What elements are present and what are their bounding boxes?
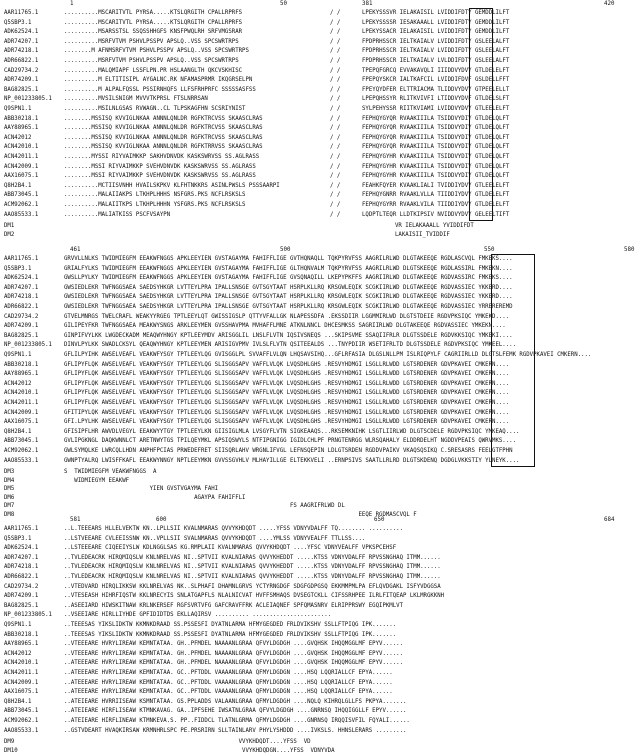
- sequence-segment: GRIALFYLKS TWIDMIEGFM EEAKWFNGGS APKLEEYIEN GVSTAGAYMA FAHIFFLIGE GLTHQNVALM TQKPYRVFSS AAGRILRLWD DLGTSKEEQE RGDLASSIRL FMKEKN....: [64, 265, 513, 272]
- sequence-label: ADR74218.1: [4, 48, 39, 55]
- sequence-label: BAG82825.1: [4, 86, 39, 93]
- sequence-segment: GFISIPFLHR AWVDLVEGYL EEAKWYYTGY TPTLEEYLKN GIISIGLMLA LVSGYFLVTN SIGKEAAQS...RKSEMKNIHK LSGTLIIRLWD DLGTSCDELE RGDVPKSIQC YMKEAQ....: [64, 428, 520, 435]
- sequence-label: ACN42011.1: [4, 670, 39, 676]
- sequence-segment: ..L.TEEEARS HLLELVEKTW KN..LPLLSII KVALNMARAS QVVYKHDQDT .....YFSS VDNYVDALFF TQ........ ..........: [64, 526, 403, 532]
- ruler-number: 600: [156, 517, 167, 523]
- sequence-segment: ........MSSISQ KVVIGLNKAA ANNNLQNLDR RGFKTRCVSS SKAASCLRAS: [64, 134, 263, 141]
- sequence-segment: ..........MSCARITVTL PYRSA.....KTSLQRGITH CPALLRPRFS: [64, 10, 243, 16]
- sequence-segment: FEPHQYGYHR KVAAKIIILA TSIDDVYDIY GTLDELQLFT: [362, 154, 510, 160]
- sequence-segment: LQDPTLTEQR LLDTKIPSIV NVIDDVYDVY GELEELTIFT: [362, 211, 510, 218]
- sequence-label: Q5SBP3.1: [4, 19, 32, 26]
- sequence-label: ADK62524.1: [4, 29, 39, 36]
- gap-separator: / /: [330, 67, 341, 74]
- sequence-label: AAO85533.1: [4, 727, 39, 734]
- gap-separator: / /: [330, 96, 341, 103]
- gap-separator: / /: [330, 192, 341, 199]
- ruler-number: 580: [624, 247, 635, 253]
- sequence-label: ACM92062.1: [4, 202, 39, 208]
- ruler-number: 581: [70, 517, 81, 523]
- sequence-label: ACN42010.1: [4, 144, 39, 151]
- motif-label: DM2: [4, 231, 15, 238]
- sequence-segment: GWNPTYALRQ LWISFFKAFL EEAKWYNNGY NPTLEEYMKN GVVSSGVHLV MLHAYILLGE ELTEKKVELI ..ERNPSIVS SAATLLRLRD DLGTSKDENQ DGDGLVKKSTIY YLNEYK....: [64, 457, 520, 464]
- sequence-segment: ........M AFNMSRFVTVM PSHVLPSSPV APSLQ..VSS SPCSWRTRPS: [64, 48, 249, 55]
- sequence-segment: LPEKYSSSVR IELAKAISIL LVIDDIFDTY GEMDDLILFT: [362, 10, 510, 16]
- sequence-segment: ..........MSRFVTVM PSHVLPSSPV APSLQ..VSS SPCSWRTRPS: [64, 58, 239, 64]
- sequence-label: BAG82825.1: [4, 602, 39, 609]
- sequence-segment: ..ATEEEARE HVRYLIREAW KEMNTATAA. GC..PFTDDL VAAAANLGRAA QFMYLDGDGN ....HSQ LQQRIALLCF EPYA......: [64, 679, 393, 686]
- sequence-segment: GVLIPGKNGL DAQKWNNLCT ARETNWYTGS TPILQEYMKL APSIQSWYLS NTFIPGNIGG IGIDLCHLPF PRNGTENRGG WLRSQAHALY ELDDRDELHT NGDDVPEAIS QWRVMKS....: [64, 438, 516, 445]
- sequence-segment: GTVELMNRGS TWELCRAFL WEAKYYRGEG TPTLEEYLQT GWISSIGSLP QTTYVFALLGK NLAPESSDFA .EKSSDIIR LGGMMIRLWD DLGTSTDEIE RGDVPKSIQC YMKEKD....: [64, 313, 510, 320]
- sequence-label: ACN42010.1: [4, 660, 39, 667]
- sequence-label: ABB73045.1: [4, 192, 39, 199]
- sequence-segment: ..........MSRFVTVM PSHVLPSSPV APSLQ..VSS SPCSWRTRPS: [64, 38, 239, 45]
- gap-separator: / /: [330, 77, 341, 84]
- sequence-label: AAX16075.1: [4, 173, 39, 180]
- gap-separator: / /: [330, 38, 341, 45]
- sequence-label: ADR74218.1: [4, 564, 39, 571]
- sequence-segment: ..VSEEIARE HIRLLIYHDE GPFIDIDTDS EKLLAQIRSV .......... .......................: [64, 612, 332, 619]
- sequence-label: AAY88965.1: [4, 641, 39, 648]
- sequence-segment: GWSIEDLEKR TWFNGGSAEA SAEDSYHKGR LVTTEYLPRA IPALLSNSGE GVTSGYTAAT HSRPLKLLRQ KRSGWLEQIK SCGKIIRLWD DLGTAKEEQE RGDVASSIEC YKKERD....: [64, 284, 513, 291]
- sequence-label: ADK62524.1: [4, 275, 39, 282]
- sequence-segment: GFLIPYFLQK AWSELVEAFL VEAKWFYSGY TPTLEEYLQG SLISGGSAPV VAFFLVLQK LVQSDHLGHS .RESVYHDMGI LSGLLRLWDD LGTSRDENER GDVPKAVEI CMKERN....: [64, 361, 510, 368]
- sequence-label: CAD29734.2: [4, 313, 39, 320]
- gap-separator: / /: [330, 29, 341, 36]
- motif-sequence: VVYKHDQDGN....YFSS VDNYVDA: [64, 747, 335, 754]
- sequence-segment: ..ATEEEARE HVRYLIREAW KEMNTATAA. GC..PFTDDL VAAAANLGRAA QFMYLDGDGN ....HSQ LQQRIALLCF EPYA......: [64, 670, 393, 676]
- motif-label: DM6: [4, 494, 15, 501]
- gap-separator: / /: [330, 211, 341, 218]
- sequence-segment: ..VTEEEARE HVRYLIREAW KEMNTATAA. GH..PFMDEL NAAAANLGRAA QFVYLDGDGH ....GVQHSK IHQQMGGLMF EPYV......: [64, 641, 403, 648]
- gap-separator: / /: [330, 115, 341, 122]
- motif-sequence: LAKAISII_TVIDDIF: [395, 231, 450, 238]
- sequence-segment: GWLSYMQLKE LWRCQLLHDN ANPHFPCIAS PRWEDEFRET SIISQRLAHV WRGNLIFVGL LEFNSQEPIN LDLGTSRDEN RGDDVPAIKV VKAQSQSIKQ C.SRESASRS FEELGTFPHN: [64, 448, 513, 454]
- sequence-segment: ........MYSSI RIYVAIMKKP SAKHVDNVDK KASKSWRVSS SS.AGLRASS: [64, 154, 260, 160]
- ruler-number: 650: [374, 517, 385, 523]
- motif-label: DM10: [4, 747, 18, 754]
- sequence-segment: FEPHQYGYHR KVAAKIIILA TSIDDVYDIY GTLDELQLFT: [362, 163, 510, 170]
- gap-separator: / /: [330, 144, 341, 151]
- sequence-segment: ..TVLEDEACRK HIRQMIQSLW KNLNRELVAS NI..SPTVII KVALNIARAS QVVYKHEDDT .....KTSS VDNYVDALFF RPVSSNGHAQ ITMM......: [64, 564, 441, 571]
- sequence-segment: FEAHKFQYER KVAAKLIALI TVIDDIYDVY GTLEELELFT: [362, 182, 510, 189]
- ruler-number: 500: [280, 247, 291, 253]
- sequence-segment: ..........MSILNLGSAS RVWAGN..CL TLPSKAGFHN SCSRIYNIST: [64, 106, 246, 112]
- sequence-segment: LPEKYSSACR IELAKAISIL LVIDDIFDTY GEMDDLILFT: [362, 29, 510, 36]
- sequence-label: ABB73045.1: [4, 708, 39, 715]
- motif-label: DM5: [4, 486, 15, 493]
- sequence-segment: GFI.LPYLHK AWSELVEAFL VEAKWFYSGY TPTLEEYLQG SLISGGSAPV VAFFLVLQK LVQSDHLGHS .RESVYHDMGI LSGLLRLWDD LGTSRDENER GDVPKAVEI CMKERN....: [64, 419, 510, 426]
- sequence-label: AAX16075.1: [4, 419, 39, 426]
- sequence-label: AAX16075.1: [4, 689, 39, 696]
- sequence-label: ACM92062.1: [4, 718, 39, 724]
- motif-label: DM3: [4, 469, 15, 476]
- gap-separator: / /: [330, 182, 341, 189]
- sequence-segment: GFLIPYFLQK AWSELVEAFL VEAKWFYSGY TPTLEEYLQG SLISGGSAPV VAFFLVLQK LVQSDHLGHS .RESVYHDMGI LSGLLRLWDD LGTSRDENER GDVPKAVEI CMKERN....: [64, 380, 510, 387]
- sequence-segment: ..........MALIATKISS PSCFVSAYPN: [64, 211, 171, 218]
- sequence-label: ADR66822.1: [4, 58, 39, 64]
- sequence-label: ACN42011.1: [4, 400, 39, 406]
- ruler-number: 550: [484, 247, 495, 253]
- sequence-segment: GILIPEYFKR TWFNGGSAEA MEAKWYSNGS ARKLEEYMEN GVSSHAVPMA MVHAFFLMNE ATKNLNNCL DHCESMKSS SAGRIIRLWD DLGTAKEEQE RGDVASSIEC YMKEKN....: [64, 323, 506, 330]
- sequence-label: Q5SBP3.1: [4, 535, 32, 542]
- motif-sequence: FS AAGRIFRLWD DL: [64, 503, 345, 510]
- motif-sequence: WIDMIEGYM EEAKWF: [64, 477, 130, 484]
- sequence-segment: ........MSSI RIYVAIMKKP SVEHVDNVDK KASKSWRVSS SS.AGLRASS: [64, 163, 256, 170]
- ruler-number: 420: [604, 1, 615, 7]
- sequence-label: ADR74209.1: [4, 323, 39, 330]
- sequence-segment: FEPHQYGYQR RVAAKIIILA TSIDDVYDIY GTLDELQLFT: [362, 115, 510, 122]
- sequence-label: BAG82825.1: [4, 332, 39, 339]
- gap-separator: / /: [330, 10, 341, 16]
- sequence-label: ADR74207.1: [4, 554, 39, 561]
- sequence-segment: ..ATEIEARE HVRRIISEAW KSMNTATAA. GS.PPLADDS VALAANLGRAA QFMYLDGDGH ....NQLQ KIHRQLGLLFS PKPYA.......: [64, 698, 407, 705]
- sequence-segment: GWSIEDLEKR TWFNGGSAEA SAEDSYHKGR LVTTEYLPRA IPALLSNSGE GVTSGYTAAT HSRPLKLLRQ KRSGWLEQIK SCGKIIRLWD DLGTAKEEQE RGDVASSIEC YRREREREMD: [64, 304, 513, 310]
- sequence-segment: ..LSTEEEARE CIQEEIYSLW KDLNGGLSAS KG.RMPLAII KVALNMARAS QVVYKHDQDT ....YFSC VDNYVEALFF VPKSPCEHSF: [64, 545, 397, 552]
- sequence-segment: ..........M ELTITISIPL AYGALNC.RK NFAMASPRMR IKQGRSELPN: [64, 77, 253, 84]
- sequence-segment: ..LSTVEEARE CVLEEISSNW KN..VPLLSII SVALNMARAS QVVYKHDQDT ....YMLSS VDNYVEALFF TTLLSS....: [64, 535, 366, 542]
- sequence-label: ADR74207.1: [4, 38, 39, 45]
- sequence-label: Q8H2B4.1: [4, 698, 32, 705]
- sequence-segment: ..GSTVDEART HVAQKIRSAW KRMNHRLSPC PE.PRSRIRN SLLTAINLARV PHYLYSHDDD ....IVKSLS. HHNSLERARS .........: [64, 727, 407, 734]
- sequence-label: ACN42009.1: [4, 163, 39, 170]
- sequence-segment: GWSIEDLEKR TWFNGGSAEA SAEDSYHKGR LVTTEYLPRA IPALLSNSGE GVTSGYTAAT HSRPLKLLRQ KRSGWLEQIK SCGKIIRLWD DLGTAKEEQE RGDVASSIEC YKKERD....: [64, 294, 513, 301]
- sequence-segment: LPEKYSSSSR IESAKAAALL LVIDDIFDTY GEMDDLILFT: [362, 19, 510, 26]
- gap-separator: / /: [330, 58, 341, 64]
- sequence-segment: GFLILPYIHK AWSELVEAFL VEAKWFYSGY TPTLEEYLQG GVISGGLPL SVVAFFLVLQN LHQSAVSIHQ...GFLRFASIA DLGSLNLLPM ISLRIQPYLF CAGRIIRLLD DLGTSLFEMK RGDVPKAVEI CMKERN....: [64, 352, 592, 358]
- sequence-segment: DINVLPYLKK SWADLCKSYL QEAQWYHNGY KPTLEEYMEN ARISIGVPMV IVLSLFLVTN QSITEEALDS ...TNYPDIIR WSETIFRLTD DLGTSSDELE RGDVPKSIQC YMKEEL....: [64, 342, 516, 349]
- sequence-segment: ..........M ALPALFQSSL PSSIRNHQFS LLFSFRHPRFC SSSSSASFSS: [64, 86, 256, 93]
- sequence-segment: ........MSSISQ KVVIGLNKAA ANNNLQNLDR RGFKTRCVSS SKAASCLRAS: [64, 125, 263, 132]
- sequence-label: Q9SPN1.1: [4, 106, 32, 112]
- sequence-segment: ..VTESEASH HIHRFIQSTW KKLNRECYIS SNLATGAPFLS NLALNICVAT HVFFSMHAQS DVSEGTCKLL CIFSSRHPEE ILRLFITQEAP LKLMRGKKNH: [64, 593, 445, 600]
- gap-separator: / /: [330, 86, 341, 93]
- sequence-segment: FPDPRHSSCR IELTKAIALV LVIDDIFDTY GSLEELALFT: [362, 48, 510, 55]
- sequence-segment: FEPHQYGYQR RVAAKIIILA TSIDDVYDIY GTLDELQLFT: [362, 134, 510, 141]
- sequence-segment: GWSLLPYLKY TWIDMIEGFM EEAKWFNGGS APKLEEYIEN GVSTAGAYMA FAHIFFLIGE GVSQNAQILL LKEPYPKFFS AAGRIIRLWD DLGTAKEEQE RGDVASSIRC FMKEKS....: [64, 275, 513, 282]
- sequence-label: NP_001233805.1: [4, 342, 52, 349]
- sequence-segment: ..........MALAIIAKPS LTKHPLHHHS NSFGRS.PKS NCFLRSKSLS: [64, 192, 246, 199]
- sequence-segment: ..ATEIEARE HIRFLISEAW KTMNKAVAG. GA..IPFSEHE IWSATNLGRAA QFVYLDGDGH ....GNRNSQ IHQQIGGLLF EPYV......: [64, 708, 407, 715]
- sequence-segment: FEPHQYGYRR RVAAKLVILA TIIDDIYDVY GTLDELELFT: [362, 202, 510, 208]
- sequence-label: AAY88965.1: [4, 125, 39, 132]
- gap-separator: / /: [330, 106, 341, 112]
- sequence-segment: FPDPRHSSCR IELTKAIALV LVIDDIFDTY GSLEELALFT: [362, 38, 510, 45]
- sequence-label: ADR66822.1: [4, 304, 39, 310]
- ruler-number: 461: [70, 247, 81, 253]
- sequence-label: AAY88965.1: [4, 371, 39, 378]
- sequence-label: CAD29734.2: [4, 583, 39, 590]
- motif-label: DM1: [4, 223, 15, 230]
- ruler-number: 1: [70, 1, 74, 7]
- motif-sequence: VVYKHDQDT....YFSS VD: [64, 739, 311, 746]
- motif-label: DM7: [4, 503, 15, 510]
- sequence-label: AAR11765.1: [4, 10, 39, 16]
- sequence-label: CAD29734.2: [4, 67, 39, 74]
- sequence-label: ACN42009.1: [4, 409, 39, 416]
- sequence-label: ADR74209.1: [4, 593, 39, 600]
- sequence-segment: ..........MSCARITVTL PYRSA.....KTSLQRGITH CPALLRPRFS: [64, 19, 243, 26]
- sequence-label: NP_001233805.1: [4, 96, 52, 103]
- sequence-label: ADK62524.1: [4, 545, 39, 552]
- sequence-segment: ..........MSARSSTSL SSQSSHHGFS KNSFPWQLRH SRFVMGSRAR: [64, 29, 243, 36]
- sequence-segment: ........MSSISQ KVVIGLNKAA ANNNLQNLDR RGFKTRRVSS SKAASCLRAS: [64, 144, 263, 151]
- sequence-label: Q5SBP3.1: [4, 265, 32, 272]
- ruler-number: 684: [604, 517, 615, 523]
- sequence-segment: ..........MALAIITKPS LTKHPLHHHN YSFGRS.PKS NCFLRSKSLS: [64, 202, 246, 208]
- sequence-label: ABB30218.1: [4, 115, 39, 122]
- motif-label: DM8: [4, 511, 15, 518]
- sequence-segment: ..TEEESAS YIKSLIDKTW KKMNKDRAAD SS.PSSESFI DYATNLARMA HFMYGEGDED FRLDVIKSHV SSLLFTPIQG IPK.......: [64, 622, 397, 628]
- sequence-segment: GFLIPYFLQK AWSELVEAFL VEAKWFYSGY TPTLEEYLQG SLISGGSAPV VAFFLVLQK LVQSDHLGHS .RESVYHDMGI LSGLLRLWDD LGTSRDENER GDVPKAVEI CMKERN....: [64, 400, 510, 406]
- sequence-segment: ..........MVSILSNIGM MVVVTKPRSL FTSLNRRSAN: [64, 96, 208, 103]
- sequence-segment: FEPHQYGYHR KVAAKIIILA TSIDDVYDIY GTLDELQLFT: [362, 173, 510, 180]
- sequence-label: ABB30218.1: [4, 361, 39, 368]
- ruler-number: 50: [280, 1, 287, 7]
- sequence-label: ABB30218.1: [4, 631, 39, 638]
- sequence-label: ACN42009.1: [4, 679, 39, 686]
- motif-sequence: VR IELAKAAALL YVIDDIFDT: [395, 223, 474, 230]
- gap-separator: / /: [330, 19, 341, 26]
- sequence-segment: ..........MALQMIAPF LSSFLPN.PR HSLAANGLTH QKCVSKHISC: [64, 67, 243, 74]
- gap-separator: / /: [330, 125, 341, 132]
- sequence-label: Q9SPN1.1: [4, 352, 32, 358]
- sequence-label: AAO85533.1: [4, 211, 39, 218]
- motif-box: [491, 254, 535, 467]
- motif-label: DM9: [4, 739, 15, 746]
- sequence-label: Q8H2B4.1: [4, 182, 32, 189]
- motif-sequence: YIEN GVSTVGAYMA FAHI: [64, 486, 219, 493]
- sequence-label: AAR11765.1: [4, 526, 39, 532]
- sequence-segment: FEPHQYGNRR RVAAKLVLLA TIIDDIYDVY GTLDELELFT: [362, 192, 510, 199]
- sequence-segment: GRVVLLNLKS TWIDMIEGFM EEAKWFNGGS APKLEEYIEN GVSTAGAYMA FAHIFFLIGE GVTHQNAQLL TQKPYRVFSS AAGRILRLWD DLGTAKEEQE RGDLASCVQL FMKEKS....: [64, 256, 513, 262]
- sequence-segment: TPEPQFGRCQ EVVAKAVQLI IIIDDVYDVY GTLDELELFT: [362, 67, 510, 74]
- sequence-label: AAR11765.1: [4, 256, 39, 262]
- motif-sequence: AGAYPA FAHIFFLI: [64, 494, 246, 501]
- sequence-label: Q9SPN1.1: [4, 622, 32, 628]
- sequence-label: ACN42010.1: [4, 390, 39, 397]
- sequence-segment: ........MSSISQ KVVIGLNKAA ANNNLQNLDR RGFKTRCVSS SKAASCLRAS: [64, 115, 263, 122]
- gap-separator: / /: [330, 154, 341, 160]
- sequence-label: ACN42012: [4, 650, 32, 657]
- sequence-segment: ..ATEEEARE HVRYLIREAW KEMNTATAA. GH..PFMDEL NAAAANLGRAA QFVYLDGDGH ....GVQHSK IHQQMGGLMF EPYV......: [64, 660, 403, 667]
- sequence-segment: SYLPEHYSSR RIITKVIAMI LVIDDVYDVY GTLEELELFT: [362, 106, 510, 112]
- sequence-segment: ..ATEIEARE HIRFLINEAW KTMNKEVA.S. PP..FIDDCL TLATNLGRMA QFMYLDGDGH ....GNRNSQ IRQQISVFIL FQYALI......: [64, 718, 410, 724]
- sequence-segment: FPEPQYSKCR IALTKAFCIL LVIDDIFDVF GSLDELLFFT: [362, 77, 510, 84]
- sequence-segment: ..TVLEDEACRK HIRQMIQSLW KNLNRELVAS NI..SPTVII KVALNIARAS QVVYKHEDDT .....KTSS VDNYVDALFF RPVSSNGHAQ ITMM......: [64, 554, 441, 561]
- sequence-label: ACM92062.1: [4, 448, 39, 454]
- sequence-label: ADR74207.1: [4, 284, 39, 291]
- gap-separator: / /: [330, 163, 341, 170]
- sequence-label: ADR74218.1: [4, 294, 39, 301]
- gap-separator: / /: [330, 134, 341, 141]
- sequence-segment: FEPHQYGYQR RVAAKIIILA TSIDDVYDIY GTLDELQLFT: [362, 144, 510, 151]
- sequence-segment: ..VTEEEARE HVRYLIREAW KEMNTATAA. GH..PFMDEL NAAAANLGRAA QFVYLDGDGH ....GVQHSK IHQQMGGLMF EPYV......: [64, 650, 403, 657]
- ruler-number: 381: [362, 1, 373, 7]
- sequence-label: AAO85533.1: [4, 457, 39, 464]
- sequence-label: ADR74209.1: [4, 77, 39, 84]
- sequence-segment: ..ATEEEARE HVRYLIREAW KEMNTATAA. GC..PFTDDL VAAAANLGRAA QFMYLDGDGN ....HSQ LQQRIALLCF EPYA......: [64, 689, 393, 696]
- sequence-segment: GFLIPYFLQK AWSELVEAFL VEAKWFYSGY TPTLEEYLQG SLISGGSAPV VAFFLVLQK LVQSDHLGHS .RESVYHDMGI LSGLLRLWDD LGTSRDENER GDVPKAVEI CMKERN....: [64, 371, 510, 378]
- gap-separator: / /: [330, 173, 341, 180]
- sequence-label: ACN42012: [4, 134, 32, 141]
- ddxxd-motif-box: [469, 8, 493, 221]
- gap-separator: / /: [330, 48, 341, 55]
- sequence-segment: FPDPRHSSCR IELTKAIALV LVLDDIFDTY GSLEELALFT: [362, 58, 510, 64]
- sequence-segment: ..TVLEDEACRK HIRQMIQSLW KNLNRELVAS NI..SPTVII KVALNIARAS QVVYKHEDDT .....KTSS VDNYVDALFF RPVSSNGHAQ ITMM......: [64, 574, 441, 580]
- sequence-segment: ........MSSI RIYVAIMKKP SVEHVDNVDK KASKSWRVSS SS.AGLRASS: [64, 173, 256, 180]
- sequence-segment: ..VTEDVARD HIRQLIKKSW KKLNRELVAS NK..SLPHAFI DHAMNLGRVS YCTYRNGDGF SDGFGDPGSQ EKKMMPMLPA EFLQVDGAKL ISFYVDGGSA: [64, 583, 441, 590]
- sequence-label: Q8H2B4.1: [4, 428, 32, 435]
- sequence-segment: LPEPQHSSYR RLITKVIVFI LTIDDVYDVF GTLDELSLFT: [362, 96, 510, 103]
- sequence-segment: ..TEEESAS YIKSLIDKTW KKMNKDRAAD SS.PSSESFI DYATNLARMA HFMYGEGDED FRLDVIKSHV SSLLFTPIQG IPK.......: [64, 631, 397, 638]
- sequence-label: ACN42011.1: [4, 154, 39, 160]
- sequence-segment: FPEYQYDFER ELTTRIACMA TLIDDVYDVY GTPEELELLT: [362, 86, 510, 93]
- sequence-segment: FEPHQYGYQR RVAAKIIILA TSIDDVYDIY GTLDELQLFT: [362, 125, 510, 132]
- motif-sequence: S TWIDMIEGFM VEAKWFNGGS A: [64, 469, 157, 476]
- sequence-label: ADR66822.1: [4, 574, 39, 580]
- sequence-segment: ..ASEEIARD HIWSKITNAW KRLNKERSEF RGFSVRTVFG GAFCRAVFFRK ACLEIAQNEF SPFQMASNRV ELRIPPRSWY EGQIPKMLVT: [64, 602, 403, 609]
- sequence-segment: GFLIPYFLQK AWSELVEAFL VEAKWFYSGY TPTLEEYLQG SLISGGSAPV VAFFLVLQK LVQSDHLGHS .RESVYHDMGI LSGLLRLWDD LGTSRDENER GDVPKAVEI CMKERN....: [64, 390, 510, 397]
- motif-sequence: EEQE RGDMASCVQL F: [64, 511, 417, 518]
- sequence-segment: GFITIPYLQK AWSELVEAFL VEAKWFYSGY TPTLEEYLQG SLISGGSAPV VAFFLVLQK LVQSDHLGHS .RESVYHDMGI LSGLLRLWDD LGTSRDENER GDVPKAVEI CMKERN....: [64, 409, 510, 416]
- sequence-segment: GINPIFVYLKK LWGDECKADM MEAQWYHNGY KPTLEEYMDV ARISGGLIL LNSLFLVTN IQSIVSNEQS ...SKIPSVME SSAQIIFRLR DLGTSSDELE RGDVKKSIQC YMKEKI....: [64, 332, 513, 339]
- sequence-label: ABB73045.1: [4, 438, 39, 445]
- motif-label: DM4: [4, 477, 15, 484]
- sequence-segment: ..........MCTIISVNHH HVAILSKPKV KLFHTNKKRS ASINLPWSLS PSSSAARPI: [64, 182, 280, 189]
- sequence-label: NP_001233805.1: [4, 612, 52, 619]
- gap-separator: / /: [330, 202, 341, 208]
- sequence-label: ACN42012: [4, 380, 32, 387]
